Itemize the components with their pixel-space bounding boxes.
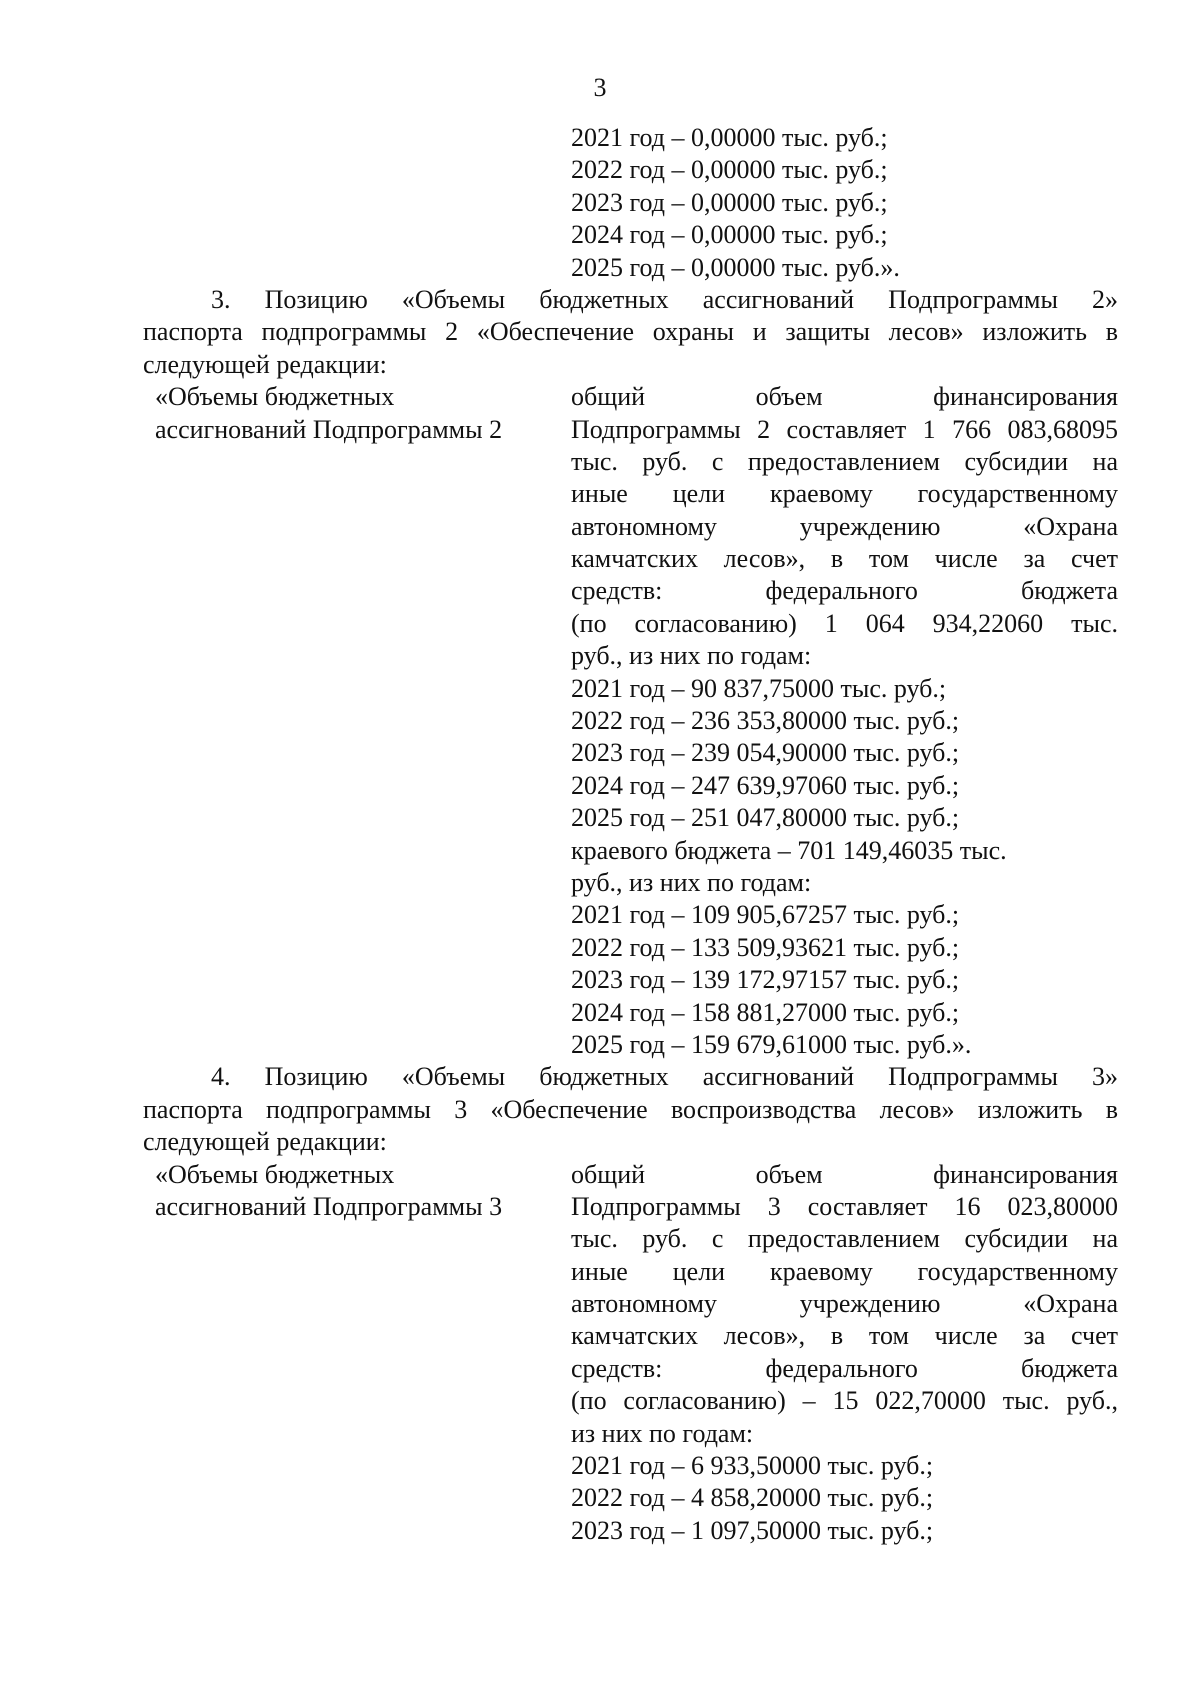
paragraph-line: 3. Позицию «Объемы бюджетных ассигнований Подпрограммы 2» bbox=[211, 284, 1118, 314]
year-line: 2022 год – 133 509,93621 тыс. руб.; bbox=[571, 932, 960, 962]
year-line: 2024 год – 0,00000 тыс. руб.; bbox=[571, 220, 888, 250]
position-value-cell bbox=[571, 381, 1118, 1061]
year-line: 2023 год – 0,00000 тыс. руб.; bbox=[571, 187, 888, 217]
position-table-subprogram-2 bbox=[143, 381, 1118, 1061]
year-line: 2025 год – 159 679,61000 тыс. руб.». bbox=[571, 1029, 972, 1059]
year-line: 2021 год – 90 837,75000 тыс. руб.; bbox=[571, 673, 947, 703]
year-line: 2023 год – 239 054,90000 тыс. руб.; bbox=[571, 738, 960, 768]
value-line: камчатских лесов», в том числе за счет bbox=[571, 544, 1118, 574]
document-body bbox=[143, 122, 1118, 1547]
value-line: тыс. руб. с предоставлением субсидии на bbox=[571, 446, 1118, 476]
year-line: 2025 год – 251 047,80000 тыс. руб.; bbox=[571, 803, 960, 833]
value-line: общий объем финансирования bbox=[571, 1159, 1118, 1189]
year-line: 2021 год – 0,00000 тыс. руб.; bbox=[571, 123, 888, 152]
year-line: 2025 год – 0,00000 тыс. руб.». bbox=[571, 252, 900, 282]
year-line: 2022 год – 0,00000 тыс. руб.; bbox=[571, 155, 888, 185]
value-line: общий объем финансирования bbox=[571, 382, 1118, 412]
paragraph-line: 4. Позицию «Объемы бюджетных ассигнований Подпрограммы 3» bbox=[211, 1062, 1118, 1092]
paragraph-item-3 bbox=[143, 284, 1118, 381]
position-name-line: ассигнований Подпрограммы 2 bbox=[155, 414, 503, 444]
year-line: 2023 год – 139 172,97157 тыс. руб.; bbox=[571, 965, 960, 995]
value-line: тыс. руб. с предоставлением субсидии на bbox=[571, 1224, 1118, 1254]
position-name-line: ассигнований Подпрограммы 3 bbox=[155, 1191, 503, 1221]
value-line: (по согласованию) 1 064 934,22060 тыс. bbox=[571, 608, 1118, 638]
value-line: средств: федерального бюджета bbox=[571, 576, 1118, 606]
year-line: 2024 год – 158 881,27000 тыс. руб.; bbox=[571, 997, 960, 1027]
value-line: (по согласованию) – 15 022,70000 тыс. руб., bbox=[571, 1386, 1118, 1416]
value-line: Подпрограммы 2 составляет 1 766 083,68095 bbox=[571, 414, 1118, 444]
value-line: камчатских лесов», в том числе за счет bbox=[571, 1321, 1118, 1351]
paragraph-line: следующей редакции: bbox=[143, 349, 387, 379]
year-line: 2021 год – 6 933,50000 тыс. руб.; bbox=[571, 1451, 934, 1481]
value-line: средств: федерального бюджета bbox=[571, 1353, 1118, 1383]
paragraph-item-4 bbox=[143, 1061, 1118, 1158]
year-line: 2023 год – 1 097,50000 тыс. руб.; bbox=[571, 1515, 934, 1545]
year-line: 2022 год – 236 353,80000 тыс. руб.; bbox=[571, 706, 960, 736]
value-line: автономному учреждению «Охрана bbox=[571, 511, 1118, 541]
value-line: автономному учреждению «Охрана bbox=[571, 1289, 1118, 1319]
paragraph-line: следующей редакции: bbox=[143, 1127, 387, 1157]
year-line: 2022 год – 4 858,20000 тыс. руб.; bbox=[571, 1483, 934, 1513]
value-line: руб., из них по годам: bbox=[571, 641, 812, 671]
value-line: иные цели краевому государственному bbox=[571, 479, 1118, 509]
position-name-line: «Объемы бюджетных bbox=[155, 1159, 395, 1189]
position-name-cell bbox=[143, 1159, 571, 1548]
value-line: из них по годам: bbox=[571, 1418, 754, 1448]
page-number: 3 bbox=[593, 73, 607, 102]
value-line: краевого бюджета – 701 149,46035 тыс. bbox=[571, 835, 1007, 865]
value-line: иные цели краевому государственному bbox=[571, 1256, 1118, 1286]
position-value-cell bbox=[571, 1159, 1118, 1548]
year-line: 2021 год – 109 905,67257 тыс. руб.; bbox=[571, 900, 960, 930]
paragraph-line: паспорта подпрограммы 3 «Обеспечение воспроизводства лесов» изложить в bbox=[143, 1094, 1118, 1124]
value-line: руб., из них по годам: bbox=[571, 867, 812, 897]
position-name-cell bbox=[143, 381, 571, 1061]
position-table-subprogram-3 bbox=[143, 1159, 1118, 1548]
value-line: Подпрограммы 3 составляет 16 023,80000 bbox=[571, 1191, 1118, 1221]
position-name-line: «Объемы бюджетных bbox=[155, 382, 395, 412]
paragraph-line: паспорта подпрограммы 2 «Обеспечение охраны и защиты лесов» изложить в bbox=[143, 317, 1118, 347]
year-line: 2024 год – 247 639,97060 тыс. руб.; bbox=[571, 770, 960, 800]
continuation-block bbox=[143, 122, 1118, 284]
